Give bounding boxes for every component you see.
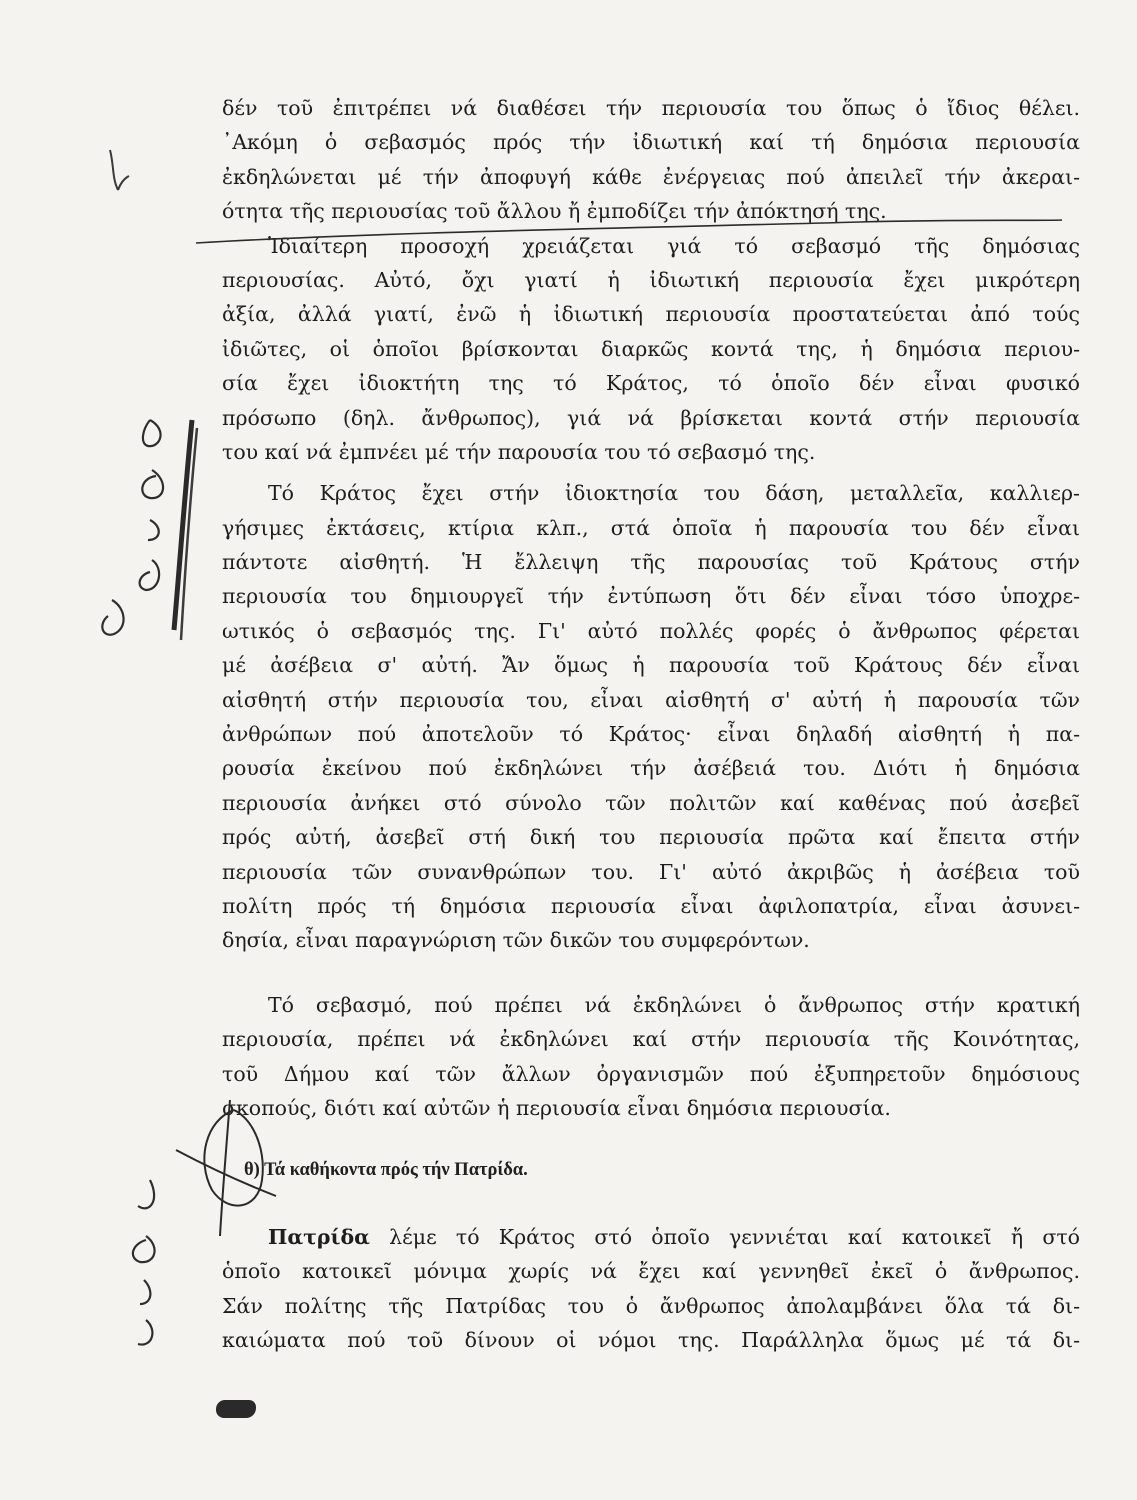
paragraph-1 xyxy=(222,91,1080,229)
text-line: σία ἔχει ἰδιοκτήτη της τό Κράτος, τό ὁποῖο δέν εἶναι φυσικό xyxy=(222,371,1080,396)
paragraph-5 xyxy=(222,1220,1080,1358)
text-line: του καί νά ἐμπνέει μέ τήν παρουσία του τό σεβασμό της. xyxy=(222,439,816,464)
text-line: καιώματα πού τοῦ δίνουν οἱ νόμοι της. Παράλληλα ὅμως μέ τά δι- xyxy=(222,1328,1080,1353)
text-line: τοῦ Δήμου καί τῶν ἄλλων ὀργανισμῶν πού ἐξυπηρετοῦν δημόσιους xyxy=(222,1061,1080,1086)
text-line: περιουσία, πρέπει νά ἐκδηλώνει καί στήν περιουσία τῆς Κοινότητας, xyxy=(222,1027,1080,1052)
margin-scribble xyxy=(102,420,163,635)
page-number-smudge xyxy=(216,1400,256,1418)
section-heading: θ) Τά καθήκοντα πρός τήν Πατρίδα. xyxy=(244,1160,528,1180)
defined-term: Πατρίδα xyxy=(268,1225,370,1249)
text-line: πολίτη πρός τή δημόσια περιουσία εἶναι ἀφιλοπατρία, εἶναι ἀσυνει- xyxy=(222,893,1080,918)
paragraph-4 xyxy=(222,988,1080,1126)
text-line: ωτικός ὁ σεβασμός της. Γι' αὐτό πολλές φορές ὁ ἄνθρωπος φέρεται xyxy=(222,618,1080,643)
margin-tick-mark xyxy=(110,150,129,190)
text-line: ότητα τῆς περιουσίας τοῦ ἄλλου ἤ ἐμποδίζει τήν ἀπόκτησή της. xyxy=(222,199,887,224)
text-line: ἀνθρώπων πού ἀποτελοῦν τό Κράτος· εἶναι δηλαδή αἰσθητή ἡ πα- xyxy=(222,722,1080,747)
text-line: Τό Κράτος ἔχει στήν ἰδιοκτησία του δάση, μεταλλεῖα, καλλιερ- xyxy=(268,481,1080,506)
paragraph-2 xyxy=(222,229,1080,470)
text-line: περιουσίας. Αὐτό, ὄχι γιατί ἡ ἰδιωτική περιουσία ἔχει μικρότερη xyxy=(222,267,1080,292)
text-line: αἰσθητή στήν περιουσία του, εἶναι αἰσθητή σ' αὐτή ἡ παρουσία τῶν xyxy=(222,687,1080,712)
text-line: ἐκδηλώνεται μέ τήν ἀποφυγή κάθε ἐνέργειας πού ἀπειλεῖ τήν ἀκεραι- xyxy=(222,164,1080,189)
text-line: πάντοτε αἰσθητή. Ἡ ἔλλειψη τῆς παρουσίας τοῦ Κράτους στήν xyxy=(222,550,1080,575)
text-line: πρόσωπο (δηλ. ἄνθρωπος), γιά νά βρίσκεται κοντά στήν περιουσία xyxy=(222,405,1080,430)
text-line: ρουσία ἐκείνου πού ἐκδηλώνει τήν ἀσέβειά του. Διότι ἡ δημόσια xyxy=(222,756,1080,781)
text-line: δέν τοῦ ἐπιτρέπει νά διαθέσει τήν περιουσία του ὅπως ὁ ἴδιος θέλει. xyxy=(222,96,1080,120)
text-line: γήσιμες ἐκτάσεις, κτίρια κλπ., στά ὁποῖα ἡ παρουσία του δέν εἶναι xyxy=(222,515,1080,540)
paragraph-3 xyxy=(222,476,1080,957)
text-line: μέ ἀσέβεια σ' αὐτή. Ἄν ὅμως ἡ παρουσία τοῦ Κράτους δέν εἶναι xyxy=(222,653,1080,678)
text-line: περιουσία ἀνήκει στό σύνολο τῶν πολιτῶν καί καθένας πού ἀσεβεῖ xyxy=(222,790,1080,815)
text-line: πρός αὐτή, ἀσεβεῖ στή δική του περιουσία πρῶτα καί ἔπειτα στήν xyxy=(222,825,1080,850)
text-line: περιουσία του δημιουργεῖ τήν ἐντύπωση ὅτι δέν εἶναι τόσο ὑποχρε- xyxy=(222,584,1080,609)
text-line xyxy=(222,1220,1080,1254)
text-line: ἰδιῶτες, οἱ ὁποῖοι βρίσκονται διαρκῶς κοντά της, ἡ δημόσια περιου- xyxy=(222,336,1080,361)
text-line: Ἰδιαίτερη προσοχή χρειάζεται γιά τό σεβασμό τῆς δημόσιας xyxy=(268,233,1080,258)
text-line: περιουσία τῶν συνανθρώπων του. Γι' αὐτό ἀκριβῶς ἡ ἀσέβεια τοῦ xyxy=(222,859,1080,884)
text-line: δησία, εἶναι παραγνώριση τῶν δικῶν του συμφερόντων. xyxy=(222,928,810,953)
margin-vertical-stroke xyxy=(174,420,192,630)
text-block-upper xyxy=(222,91,1080,958)
text-line: Σάν πολίτης τῆς Πατρίδας του ὁ ἄνθρωπος ἀπολαμβάνει ὅλα τά δι- xyxy=(222,1293,1080,1318)
text-segment: λέμε τό Κράτος στό ὁποῖο γεννιέται καί κατοικεῖ ἤ στό xyxy=(369,1225,1080,1249)
text-line: ἀξία, ἀλλά γιατί, ἐνῶ ἡ ἰδιωτική περιουσία προστατεύεται ἀπό τούς xyxy=(222,302,1080,327)
margin-scribble xyxy=(133,1180,155,1345)
text-line: ὁποῖο κατοικεῖ μόνιμα χωρίς νά ἔχει καί γεννηθεῖ ἐκεῖ ὁ ἄνθρωπος. xyxy=(222,1259,1080,1284)
text-line: σκοπούς, διότι καί αὐτῶν ἡ περιουσία εἶναι δημόσια περιουσία. xyxy=(222,1096,891,1121)
text-line: Τό σεβασμό, πού πρέπει νά ἐκδηλώνει ὁ ἄνθρωπος στήν κρατική xyxy=(268,993,1080,1017)
text-line: ᾿Ακόμη ὁ σεβασμός πρός τήν ἰδιωτική καί τή δημόσια περιουσία xyxy=(222,130,1080,155)
margin-vertical-stroke xyxy=(181,428,197,640)
